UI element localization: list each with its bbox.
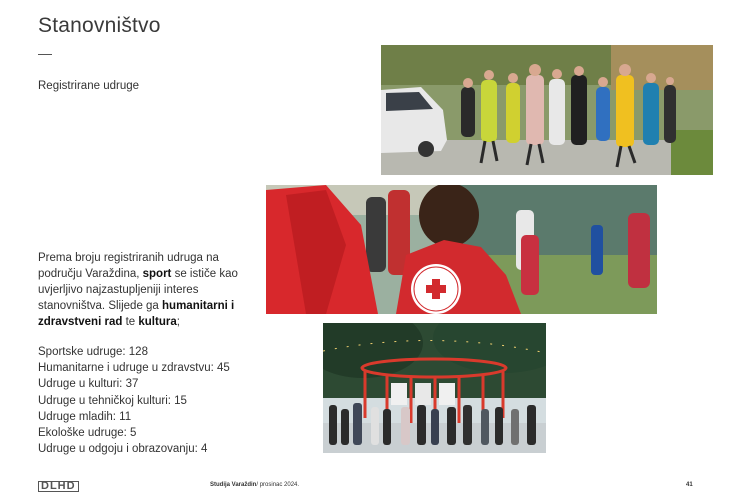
intro-highlight-sport: sport — [142, 268, 172, 280]
intro-text-2: se ističe kao uvjerljivo najzastupljeniji interes stanovništva. Slijede ga — [38, 268, 238, 312]
title-divider — [38, 54, 52, 55]
intro-text-1: Prema broju registriranih udruga na području Varaždina, — [38, 252, 219, 280]
list-item: Humanitarne i udruge u zdravstvu: 45 — [38, 362, 230, 375]
list-item: Udruge u kulturi: 37 — [38, 378, 139, 391]
list-item: Sportske udruge: 128 — [38, 346, 148, 358]
intro-highlight-humanitarian: humanitarni i zdravstveni rad — [38, 300, 235, 328]
intro-text-3: te — [125, 316, 139, 328]
page-title: Stanovništvo — [38, 14, 161, 37]
photo-evening-event — [323, 323, 546, 453]
footer-source: Studija Varaždin/ prosinac 2024. — [210, 482, 300, 488]
list-item: Udruge u odgoju i obrazovanju: 4 — [38, 443, 208, 456]
association-stats-list — [38, 344, 230, 457]
page-number: 41 — [686, 482, 693, 488]
intro-highlight-culture: kultura — [138, 316, 177, 328]
list-item: Ekološke udruge: 5 — [38, 427, 137, 440]
intro-paragraph — [38, 250, 243, 330]
list-item: Udruge u tehničkoj kulturi: 15 — [38, 394, 187, 407]
footer-logo: DLHD — [38, 480, 79, 492]
photo-red-cross — [266, 185, 657, 314]
photo-runners — [381, 45, 713, 175]
list-item: Udruge mladih: 11 — [38, 410, 132, 423]
intro-text-4: ; — [176, 316, 180, 328]
section-subtitle: Registrirane udruge — [38, 80, 140, 92]
